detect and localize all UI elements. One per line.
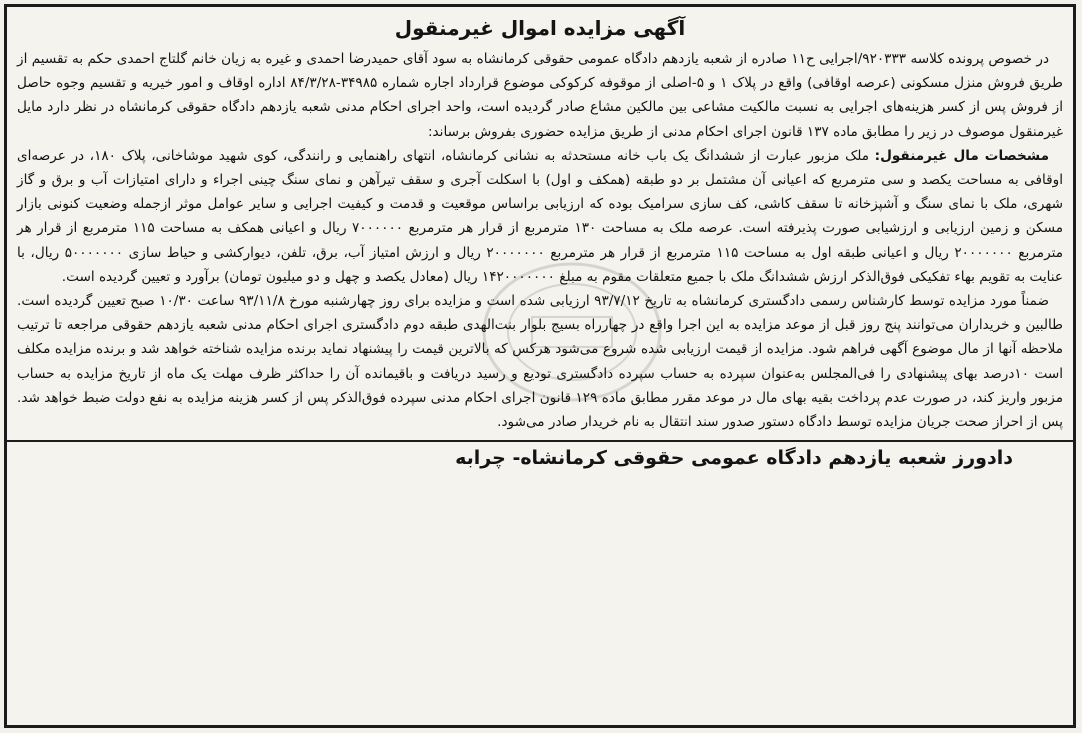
property-spec-label: مشخصات مال غیرمنقول: (874, 147, 1050, 164)
notice-title: آگهی مزایده اموال غیرمنقول (394, 16, 686, 40)
intro-paragraph: در خصوص پرونده کلاسه ۹۲۰۳۳۳/اجرایی ح۱۱ صادره از شعبه یازدهم دادگاه عمومی حقوقی کرمانشاه به سود آقای حمیدرضا احمدی و غیره به زیان خانم گلتاج احمدی حکم به تقسیم از طریق فروش منزل مسکونی (عرصه اوقافی) واقع در پلاک ۱ و ۵-اصلی از موقوفه کرکوکی موضوع قرارداد اجاره شماره ۳۴۹۸۵-۸۴/۳/۲۸ اداره اوقاف و امور خیریه و تقسیم وجوه حاصل از فروش پس از کسر هزینه‌های اجرایی به نسبت مالکیت مشاعی بین مالکین مشاع صادر گردیده است، واحد اجرای احکام مدنی شعبه یازدهم دادگاه حقوقی کرمانشاه در نظر دارد مایل غیرمنقول موصوف در زیر را مطابق ماده ۱۳۷ قانون اجرای احکام مدنی از طریق مزایده حضوری بفروش برساند: (17, 51, 1063, 140)
closing-paragraph: ضمناً مورد مزایده توسط کارشناس رسمی دادگستری کرمانشاه به تاریخ ۹۳/۷/۱۲ ارزیابی شده است و مزایده برای روز چهارشنبه مورخ ۹۳/۱۱/۸ ساعت ۱۰/۳۰ صبح تعیین گردیده است. طالبین و خریداران می‌توانند پنج روز قبل از موعد مزایده به این اجرا واقع در چهارراه بسیج بلوار بنت‌الهدی طبقه دوم دادگستری اجرای احکام مدنی شعبه یازدهم حقوقی مراجعه تا ترتیب ملاحظه آنها از مال موضوع آگهی فراهم شود. مزایده از قیمت ارزیابی شده شروع می‌شود هرکس که بالاترین قیمت را پیشنهاد نماید برنده مزایده شناخته خواهد شد و برنده مزایده مکلف است ۱۰درصد بهای پیشنهادی را فی‌المجلس به‌عنوان سپرده به حساب سپرده دادگستری تودیع و رسید دریافت و باقیمانده آن را حداکثر ظرف مهلت یک ماه از تاریخ مزایده به حساب مزبور واریز کند، در صورت عدم پرداخت بقیه بهای مال در موعد مقرر مطابق ماده ۱۲۹ قانون اجرای احکام مدنی سپرده فوق‌الذکر پس از کسر هزینه مزایده به نفع دولت ضبط خواهد شد. پس از احراز صحت جریان مزایده توسط دادگاه دستور صدور سند انتقال به نام خریدار صادر می‌شود. (17, 293, 1063, 431)
notice-body (7, 47, 1073, 434)
auction-notice (4, 4, 1076, 728)
signature-line: دادورز شعبه یازدهم دادگاه عمومی حقوقی کرمانشاه- چرابه (455, 447, 1013, 470)
property-spec-paragraph (17, 144, 1063, 289)
property-spec-text: ملک مزبور عبارت از ششدانگ یک باب خانه مستحدثه به نشانی کرمانشاه، انتهای راهنمایی و رانندگی، کوی شهید موشاخانی، پلاک ۱۸۰، در عرصه‌ای اوقافی به مساحت یکصد و سی مترمربع که اعیانی آن مشتمل بر دو طبقه (همکف و اول) با اسکلت آجری و سقف تیرآهن و نمای سنگ چینی اجراء و دارای امتیازات آب و برق و گاز شهری، ملک با نمای سنگ و آشپزخانه تا سقف کاشی، کف سازی سرامیک بوده که ارزیابی براساس موقعیت و قدمت و کیفیت اجرایی و سایر عوامل موثر ازجمله وضعیت کنونی بازار مسکن و زمین ارزیابی و ارزشیابی صورت پذیرفته است. عرصه ملک به مساحت ۱۳۰ مترمربع از قرار هر مترمربع ۷۰۰۰۰۰۰ ریال و اعیانی همکف به مساحت ۱۱۵ مترمربع از قرار هر مترمربع ۲۰۰۰۰۰۰۰ ریال و اعیانی طبقه اول به مساحت ۱۱۵ مترمربع از قرار هر مترمربع ۲۰۰۰۰۰۰۰ ریال و ارزش امتیاز آب، برق، تلفن، دیوارکشی و حیاط سازی ۵۰۰۰۰۰۰۰ ریال، با عنایت به تقویم بهاء تفکیکی فوق‌الذکر ارزش ششدانگ ملک با جمیع متعلقات مقوم به مبلغ ۱۴۲۰۰۰۰۰۰۰ ریال (معادل یکصد و چهل و دو میلیون تومان) برآورد و تعیین گردیده است. (17, 147, 1063, 285)
